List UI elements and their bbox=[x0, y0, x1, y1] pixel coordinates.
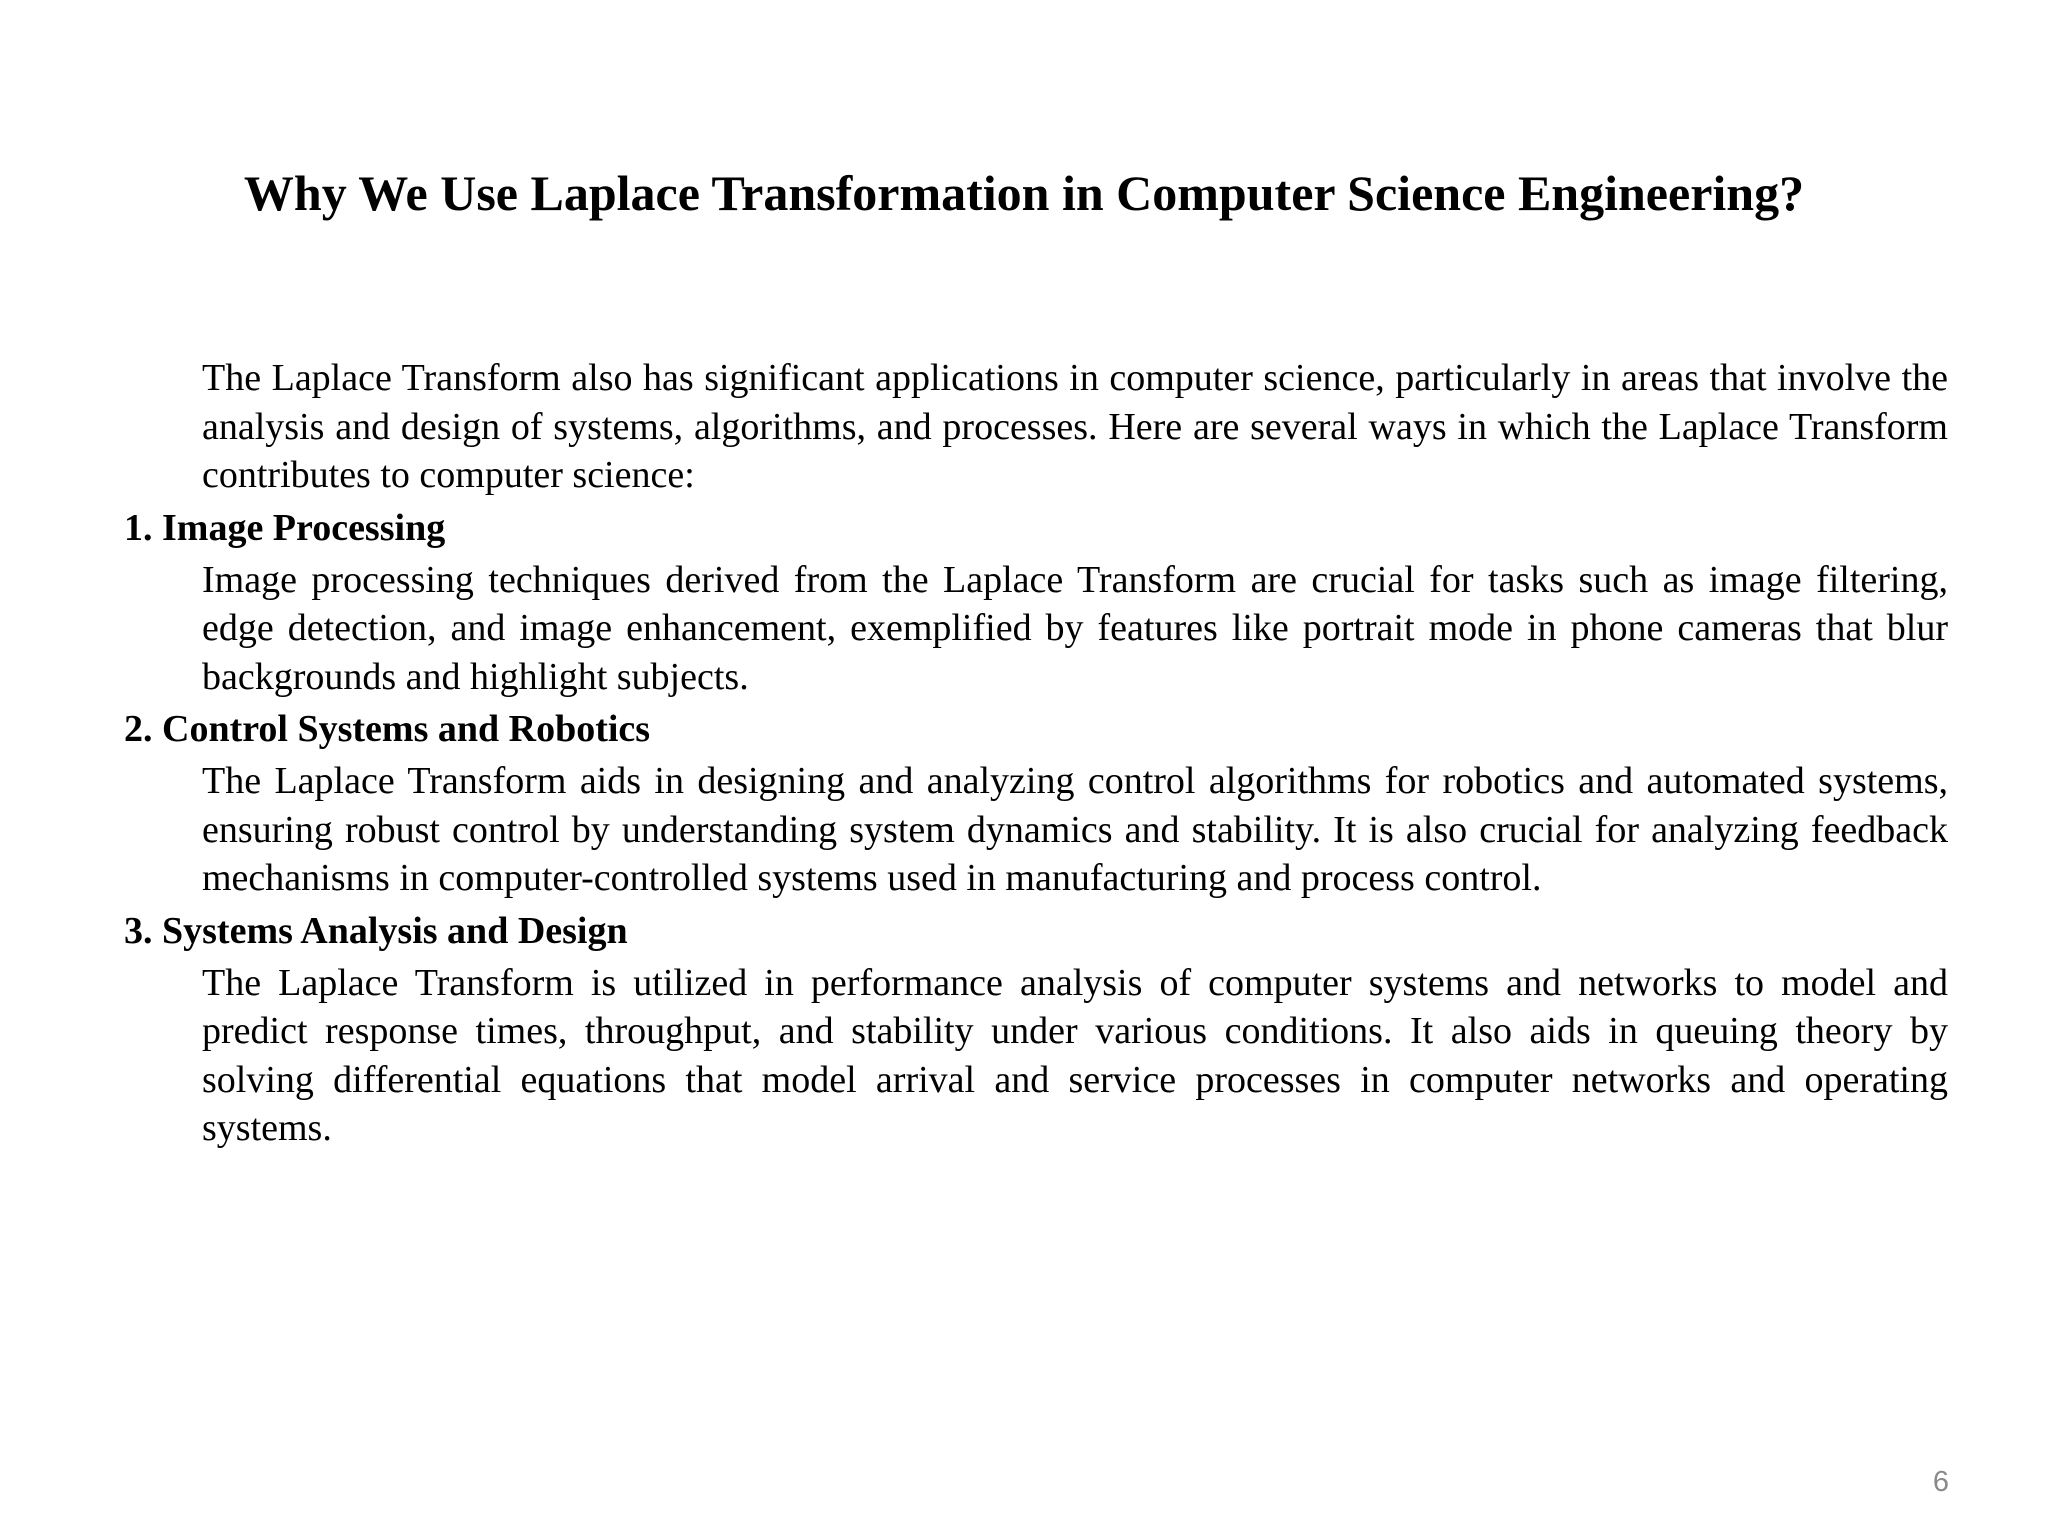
section-heading: 1. Image Processing bbox=[124, 506, 446, 549]
section-systems-analysis bbox=[124, 907, 1948, 1153]
slide-title: Why We Use Laplace Transformation in Computer Science Engineering? bbox=[243, 165, 1805, 221]
slide-content bbox=[124, 354, 1948, 1153]
page-number: 6 bbox=[1932, 1466, 1949, 1498]
section-image-processing bbox=[124, 504, 1948, 702]
section-body: Image processing techniques derived from the Laplace Transform are crucial for tasks such as image filtering, edge detection, and image enhancement, exemplified by features like portrait mode in phone cameras that blur backgrounds and highlight subjects. bbox=[202, 558, 1948, 698]
section-heading: 2. Control Systems and Robotics bbox=[124, 708, 651, 750]
section-control-systems bbox=[124, 705, 1948, 903]
section-heading: 3. Systems Analysis and Design bbox=[124, 909, 628, 952]
intro-paragraph: The Laplace Transform also has significant applications in computer science, particularly in areas that involve the analysis and design of systems, algorithms, and processes. Here are several ways in which the Laplace Transform contributes to computer science: bbox=[202, 357, 1948, 496]
section-body: The Laplace Transform is utilized in performance analysis of computer systems and networks to model and predict response times, throughput, and stability under various conditions. It also aids in queuing theory by solving differential equations that model arrival and service processes in computer networks and operating systems. bbox=[202, 961, 1948, 1149]
section-body: The Laplace Transform aids in designing and analyzing control algorithms for robotics and automated systems, ensuring robust control by understanding system dynamics and stability. It is also crucial for analyzing feedback mechanisms in computer-controlled systems used in manufacturing and process control. bbox=[202, 760, 1948, 899]
